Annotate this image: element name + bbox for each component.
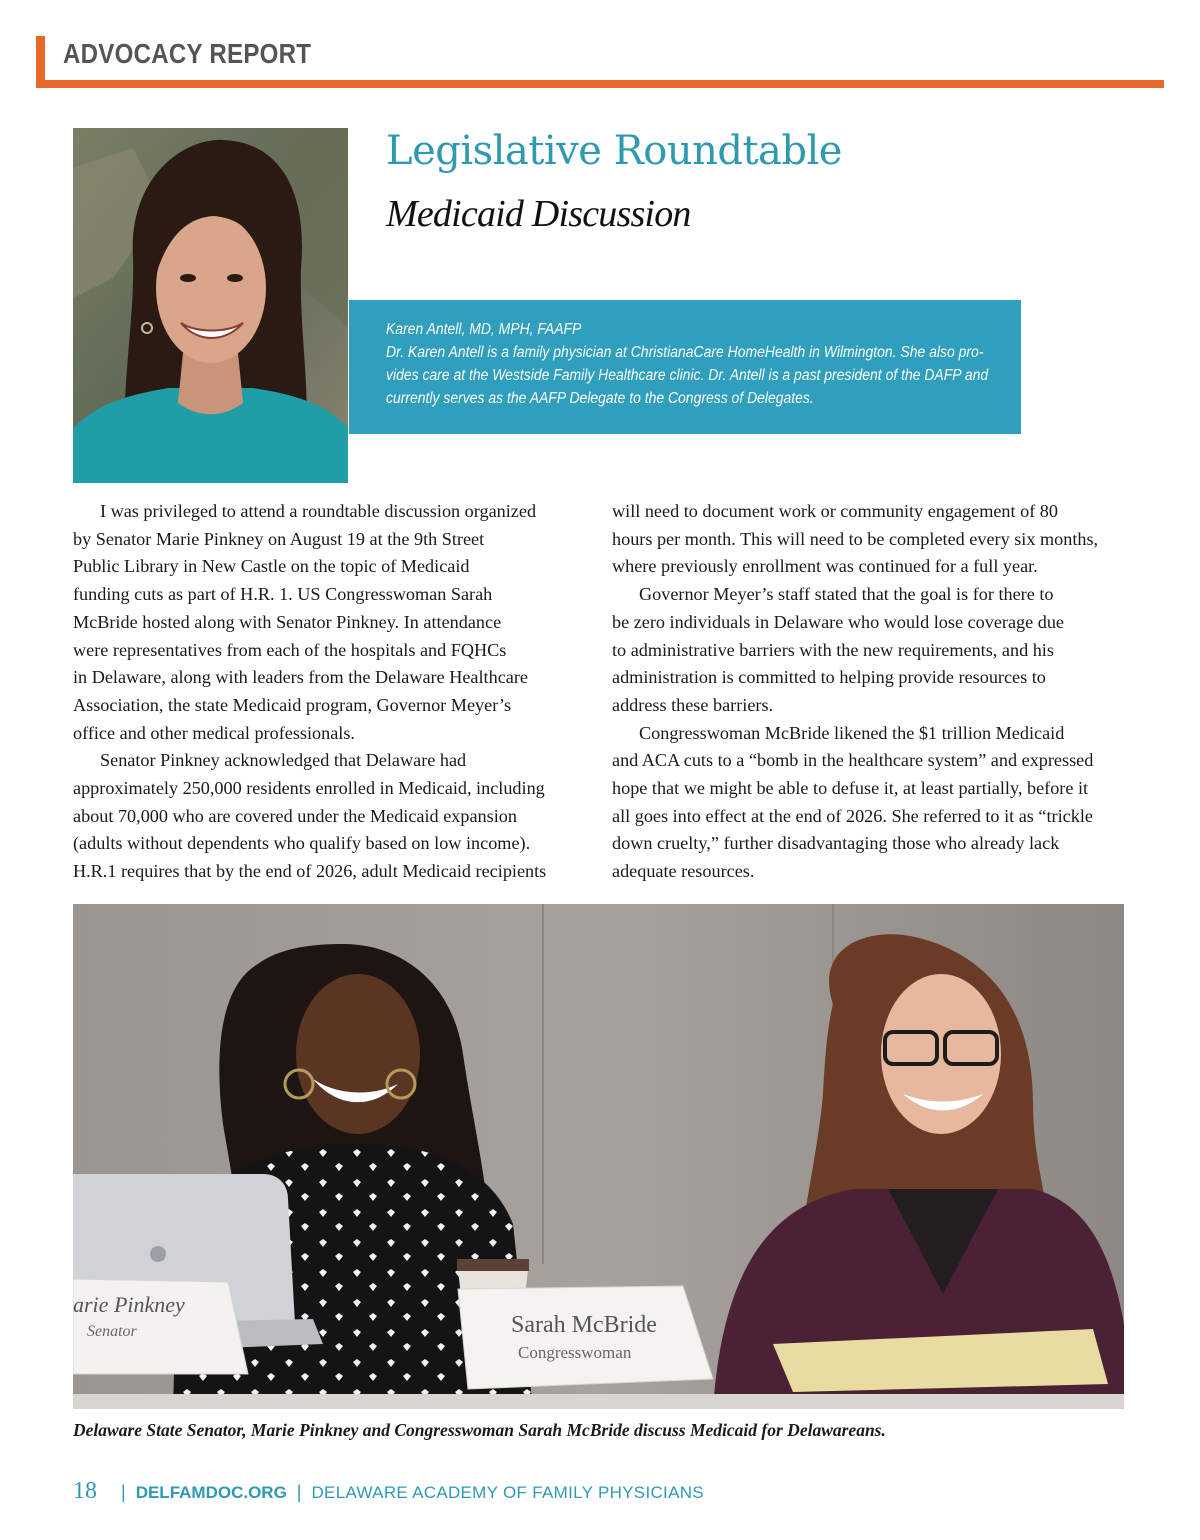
footer-separator: | <box>296 1482 302 1502</box>
roundtable-photo <box>73 904 1124 1409</box>
nameplate-right-name: Sarah McBride <box>511 1312 657 1338</box>
body-line: McBride hosted along with Senator Pinkney. In attendance <box>73 611 502 632</box>
body-line: to administrative barriers with the new requirements, and his <box>612 639 1054 660</box>
body-line: hope that we might be able to defuse it, at least partially, before it <box>612 778 1089 799</box>
section-rule <box>36 80 1164 88</box>
nameplate-left-title: Senator <box>87 1323 137 1340</box>
section-label: ADVOCACY REPORT <box>63 38 312 69</box>
body-column-left <box>73 498 585 886</box>
nameplate-left-name: arie Pinkney <box>73 1292 185 1317</box>
body-line: all goes into effect at the end of 2026. She referred to it as “trickle <box>612 805 1093 826</box>
body-line: (adults without dependents who qualify based on low income). <box>73 833 531 854</box>
body-line: administration is committed to helping provide resources to <box>612 667 1046 688</box>
body-line: I was privileged to attend a roundtable discussion organized <box>100 501 537 521</box>
body-line: be zero individuals in Delaware who would lose coverage due <box>612 611 1065 632</box>
author-name: Karen Antell, MD, MPH, FAAFP <box>386 321 582 338</box>
body-line: by Senator Marie Pinkney on August 19 at the 9th Street <box>73 528 485 549</box>
footer-separator: | <box>121 1482 126 1502</box>
body-line: adequate resources. <box>612 861 755 882</box>
author-photo <box>73 128 348 483</box>
body-line: Association, the state Medicaid program, Governor Meyer’s <box>73 694 512 715</box>
body-line: funding cuts as part of H.R. 1. US Congresswoman Sarah <box>73 584 493 605</box>
footer-site-link[interactable]: DELFAMDOC.ORG <box>135 1483 287 1502</box>
body-line: Senator Pinkney acknowledged that Delaware had <box>100 750 467 771</box>
article-subtitle: Medicaid Discussion <box>386 193 691 235</box>
body-column-right <box>612 498 1132 886</box>
body-line: down cruelty,” further disadvantaging those who already lack <box>612 833 1060 854</box>
body-line: in Delaware, along with leaders from the Delaware Healthcare <box>73 667 528 688</box>
nameplate-right-title: Congresswoman <box>518 1343 632 1362</box>
body-line: office and other medical professionals. <box>73 722 355 743</box>
body-line: H.R.1 requires that by the end of 2026, adult Medicaid recipients <box>73 861 547 882</box>
body-line: will need to document work or community engagement of 80 <box>612 501 1058 521</box>
body-line: hours per month. This will need to be completed every six months, <box>612 528 1099 549</box>
body-line: Congresswoman McBride likened the $1 trillion Medicaid <box>639 722 1065 743</box>
body-line: address these barriers. <box>612 694 774 715</box>
page-footer <box>73 1478 704 1505</box>
body-line: approximately 250,000 residents enrolled in Medicaid, including <box>73 778 545 799</box>
body-line: were representatives from each of the hospitals and FQHCs <box>73 639 507 660</box>
photo-caption: Delaware State Senator, Marie Pinkney and Congresswoman Sarah McBride discuss Medicaid for Delawareans. <box>73 1420 886 1440</box>
article-title: Legislative Roundtable <box>386 128 842 174</box>
body-line: and ACA cuts to a “bomb in the healthcare system” and expressed <box>612 750 1094 771</box>
footer-organization: DELAWARE ACADEMY OF FAMILY PHYSICIANS <box>311 1483 704 1502</box>
author-bio-line: Dr. Karen Antell is a family physician at ChristianaCare HomeHealth in Wilmington. She also pro- <box>386 344 984 361</box>
body-line: about 70,000 who are covered under the Medicaid expansion <box>73 805 517 826</box>
body-line: where previously enrollment was continued for a full year. <box>612 556 1038 577</box>
page-number: 18 <box>73 1478 97 1504</box>
author-bio-line: currently serves as the AAFP Delegate to the Congress of Delegates. <box>386 390 814 407</box>
author-bio-box <box>349 300 1021 434</box>
author-bio-line: vides care at the Westside Family Healthcare clinic. Dr. Antell is a past president of the DAFP and <box>386 367 989 384</box>
body-line: Public Library in New Castle on the topic of Medicaid <box>73 556 470 577</box>
body-line: Governor Meyer’s staff stated that the goal is for there to <box>639 584 1054 605</box>
